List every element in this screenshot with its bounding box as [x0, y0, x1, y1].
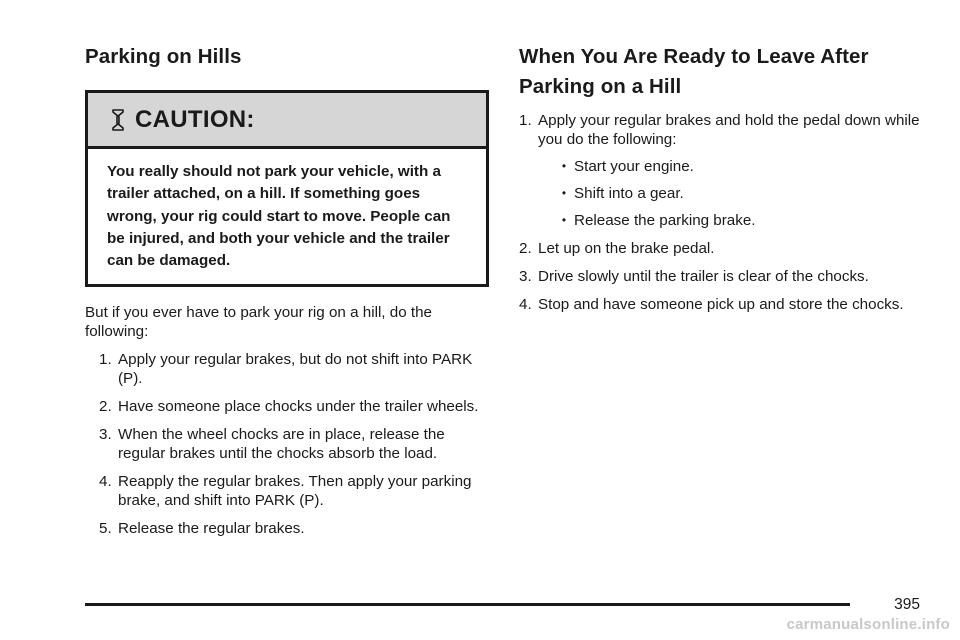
list-item [99, 397, 489, 416]
step-text: Apply your regular brakes, but do not shift into PARK (P). [118, 351, 473, 388]
step-number: 1. [99, 351, 112, 369]
watermark-text: carmanualsonline.info [786, 616, 950, 633]
list-item [99, 519, 489, 538]
list-item [519, 295, 929, 314]
caution-bracket-icon [107, 108, 129, 132]
step-text: When the wheel chocks are in place, release the regular brakes until the chocks absorb the load. [118, 426, 445, 463]
list-item [554, 184, 929, 203]
list-item [519, 239, 929, 258]
list-item [99, 472, 489, 510]
list-item [519, 267, 929, 286]
left-column [85, 42, 489, 538]
intro-paragraph: But if you ever have to park your rig on a hill, do the following: [85, 304, 432, 341]
parking-steps-list [99, 350, 489, 538]
substeps-bullet-list [554, 157, 929, 230]
step-text: Stop and have someone pick up and store the chocks. [538, 296, 904, 313]
leaving-steps-list [519, 111, 929, 149]
step-number: 2. [99, 398, 112, 416]
bullet-icon: • [561, 186, 567, 200]
section-heading-ready-to-leave: When You Are Ready to Leave After Parking on a Hill [519, 45, 869, 98]
list-item [554, 157, 929, 176]
step-text: Let up on the brake pedal. [538, 240, 715, 257]
step-text: Release the regular brakes. [118, 520, 305, 538]
caution-box [85, 90, 489, 287]
step-number: 2. [519, 240, 532, 257]
bullet-text: Start your engine. [574, 158, 694, 175]
list-item [519, 111, 929, 149]
bullet-icon: • [561, 159, 567, 173]
list-item [554, 211, 929, 230]
step-number: 5. [99, 520, 112, 538]
bullet-icon: • [561, 213, 567, 227]
bullet-text: Shift into a gear. [574, 185, 684, 202]
caution-header [88, 93, 486, 149]
footer-rule [85, 603, 850, 606]
step-number: 4. [519, 296, 532, 313]
list-item [99, 350, 489, 388]
step-number: 4. [99, 473, 112, 491]
step-text: Drive slowly until the trailer is clear of the chocks. [538, 268, 869, 285]
step-text: Apply your regular brakes and hold the pedal down while you do the following: [538, 112, 920, 148]
leaving-steps-list-continued [519, 239, 929, 314]
section-heading-parking-on-hills: Parking on Hills [85, 45, 242, 68]
step-text: Have someone place chocks under the trailer wheels. [118, 398, 479, 416]
caution-text: You really should not park your vehicle, with a trailer attached, on a hill. If something goes wrong, your rig could start to move. People can be injured, and both your vehicle and the trailer can be damaged. [107, 163, 451, 270]
page-number: 395 [894, 596, 920, 613]
caution-title: CAUTION: [135, 105, 255, 133]
bullet-text: Release the parking brake. [574, 212, 756, 229]
list-item [99, 425, 489, 463]
right-column [519, 42, 929, 314]
step-number: 3. [99, 426, 112, 444]
step-number: 3. [519, 268, 532, 285]
step-number: 1. [519, 112, 532, 129]
step-text: Reapply the regular brakes. Then apply your parking brake, and shift into PARK (P). [118, 473, 472, 510]
